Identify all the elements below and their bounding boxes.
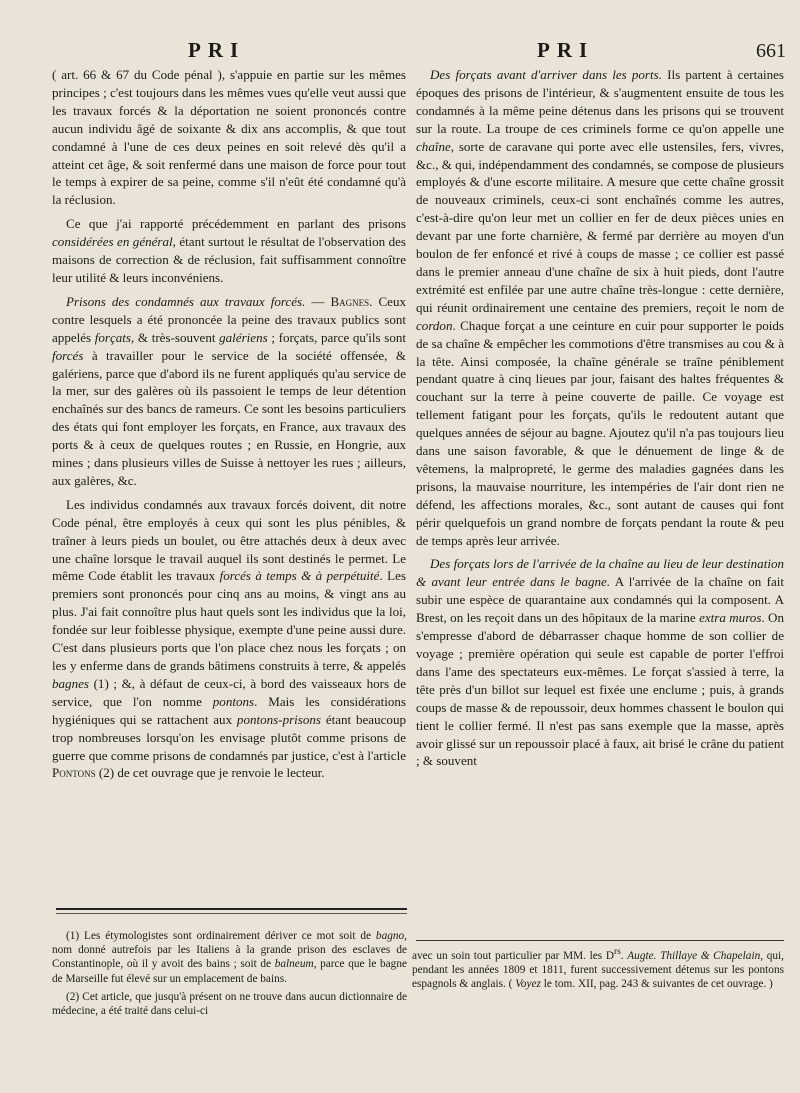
footnote-divider-thin bbox=[56, 913, 407, 914]
paragraph-prisons-general: Ce que j'ai rapporté précédemment en parlant des prisons considérées en général, étant surtout le résultat de l'observation des maisons de correction & de réclusion, fait suffisamment connoître leur utilité & leurs inconvéniens. bbox=[52, 216, 406, 285]
right-column bbox=[416, 66, 784, 770]
paragraph-bagnes: Prisons des condamnés aux travaux forcés. — Bagnes. Ceux contre lesquels a été prononcée la peine des travaux publics sont appelés forçats, & très-souvent galériens ; forçats, parce qu'ils sont forcés à travailler pour le service de la société offensée, & galériens, parce que d'abord ils ne furent appliqués qu'au service de la mer, sur des galères où ils passoient le temps de leur détention enchaînés sur des bancs de rameurs. Ce sont les besoins particuliers des états qui font employer les forçats, en France, aux travaux des ports & à ceux de quelques routes ; en Russie, en Hongrie, aux mines ; dans plusieurs villes de Suisse à nettoyer les rues ; ailleurs, aux galères, &c. bbox=[52, 293, 406, 488]
section-heading-arrivee: Des forçats lors de l'arrivée de la chaîne au lieu de leur destination & avant leur entrée dans le bagne. bbox=[416, 556, 784, 590]
running-head-right: PRI bbox=[537, 38, 595, 62]
paragraph-arrivee: Des forçats lors de l'arrivée de la chaîne au lieu de leur destination & avant leur entrée dans le bagne. A l'arrivée de la chaîne on fait subir une espèce de quarantaine aux condamnés qui la composent. A Brest, on les reçoit dans un des hôpitaux de la marine extra muros. On s'empresse d'abord de débarrasser chaque homme de son collier de voyage ; première opération qui seule est capable de porter l'effroi dans l'ame des spectateurs eux-mêmes. Le forçat s'assied à terre, la tête près d'un billot sur lequel est fixée une enclume ; puis, à grands coups de masse & de repoussoir, deux hommes chassent le boulon qui tient le collier fermé. Il n'est pas sans exemple que la masse, après avoir glissé sur un repoussoir placé à faux, ait brisé le crâne du patient ; & souvent bbox=[416, 556, 784, 769]
section-heading-avant-ports: Des forçats avant d'arriver dans les ports. bbox=[430, 67, 662, 82]
footnote-divider-right bbox=[416, 940, 784, 941]
left-column bbox=[52, 66, 406, 782]
footnotes-right bbox=[412, 945, 784, 995]
page-number: 661 bbox=[756, 40, 786, 62]
paragraph-code-penal: Les individus condamnés aux travaux forcés doivent, dit notre Code pénal, être employés à ceux qui sont les plus pénibles, & traîner à leurs pieds un boulet, ou être attachés deux à deux avec une chaîne lorsque le travail auquel ils sont destinés le permet. Le même Code établit les travaux forcés à temps & à perpétuité. Les premiers sont prononcés pour cinq ans au moins, & vingt ans au plus. J'ai fait connoître plus haut quels sont les individus que la loi, fondée sur leur foiblesse physique, exempte d'une peine aussi dure. C'est dans plusieurs ports que l'on place chez nous les forçats ; on les y enferme dans de grands bâtimens construits à terre, & appelés bagnes (1) ; &, à défaut de ceux-ci, à bord des vaisseaux hors de service, que l'on nomme pontons. Mais les considérations hygiéniques qui se rattachent aux pontons-prisons étant beaucoup trop nombreuses lorsqu'on les envisage plutôt comme prisons de guerre que comme prisons de condamnés par justice, c'est à l'article Pontons (2) de cet ouvrage que je renvoie le lecteur. bbox=[52, 496, 407, 781]
footnote-2: (2) Cet article, que jusqu'à présent on ne trouve dans aucun dictionnaire de médecine, a été traité dans celui-ci bbox=[52, 990, 407, 1018]
term-bagnes: Bagnes. bbox=[330, 293, 373, 309]
paragraph-age-limit: ( art. 66 & 67 du Code pénal ), s'appuie en partie sur les mêmes principes ; c'est toujours dans les mêmes vues qu'elle veut aussi que les travaux forcés & la déportation ne soient prononcés contre aucun individu âgé de soixante & dix ans accomplis, & que tout condamné à l'une de ces deux peines en soit relevé dès qu'il a atteint cet âge, & soit renfermé dans une maison de force pour tout le temps à expirer de sa peine, comme s'il n'eût été condamné qu'à la réclusion. bbox=[52, 67, 406, 208]
footnote-divider-thick bbox=[56, 908, 407, 910]
footnote-1: (1) Les étymologistes sont ordinairement dériver ce mot soit de bagno, nom donné autrefois par les Italiens à la grande prison des esclaves de Constantinople, où il y avoit des bains ; soit de balneum, parce que le bagne de Marseille fut élevé sur un emplacement de bains. bbox=[52, 930, 407, 985]
paragraph-chaine: Des forçats avant d'arriver dans les ports. Ils partent à certaines époques des prisons de l'intérieur, & s'augmentent ensuite de tous les condamnés à la même peine détenus dans les prisons qui se trouvent sur la route. La troupe de ces criminels forme ce qu'on appelle une chaîne, sorte de caravane qui porte avec elle ustensiles, fers, vivres, &c., & qui, indépendamment des condamnés, se compose de plusieurs employés & d'une escorte militaire. A mesure que cette chaîne grossit de nouveaux criminels, ceux-ci sont enchaînés comme les autres, c'est-à-dire qu'on leur met un collier en fer de deux pièces unies en devant par une forte charnière, & fermé par derrière au moyen d'un boulon de fer enfoncé et rivé à coups de masse ; ce collier est passé dans le premier anneau d'une chaîne de six à huit pieds, dont l'autre extrémité est enfilée par une autre chaîne très-longue : cette dernière, qui réunit ordinairement une centaine des premiers, reçoit le nom de cordon. Chaque forçat a une ceinture en cuir pour supporter le poids de sa chaîne & empêcher les commotions d'être transmises au cou & à la tête. Ainsi composée, la chaîne générale se traîne péniblement pendant quatre à cinq lieues par jour, faisant des haltes fréquentes & couchant sur la terre à peine couverte de paille. Ce voyage est tellement fatigant pour les forçats, qu'ils le redoutent autant que quelques années de séjour au bagne. Ajoutez qu'il n'a pas toujours lieu dans une saison favorable, & que le dénuement de linge & de vêtemens, la malpropreté, le germe des maladies gagnées dans les prisons, la mauvaise nourriture, les intempéries de l'air dont rien ne défend, les affections morales, &c., sont autant de causes qui font périr quelquefois un grand nombre de forçats pendant la route & peu de temps après leur arrivée. bbox=[416, 67, 785, 548]
running-head-left: PRI bbox=[188, 38, 246, 62]
footnotes-left bbox=[52, 929, 407, 1022]
footnote-2-continued: avec un soin tout particulier par MM. les $D^{rs}$. Augte. Thillaye & Chapelain, qui, pendant les années 1809 et 1811, furent successivement détenus sur les pontons espagnols & anglais. ( Voyez le tom. XII, pag. 243 & suivantes de cet ouvrage. ) bbox=[412, 947, 784, 991]
section-heading-travaux-forces: Prisons des condamnés aux travaux forcés. bbox=[66, 293, 306, 309]
cross-reference-pontons: Pontons bbox=[52, 765, 96, 781]
